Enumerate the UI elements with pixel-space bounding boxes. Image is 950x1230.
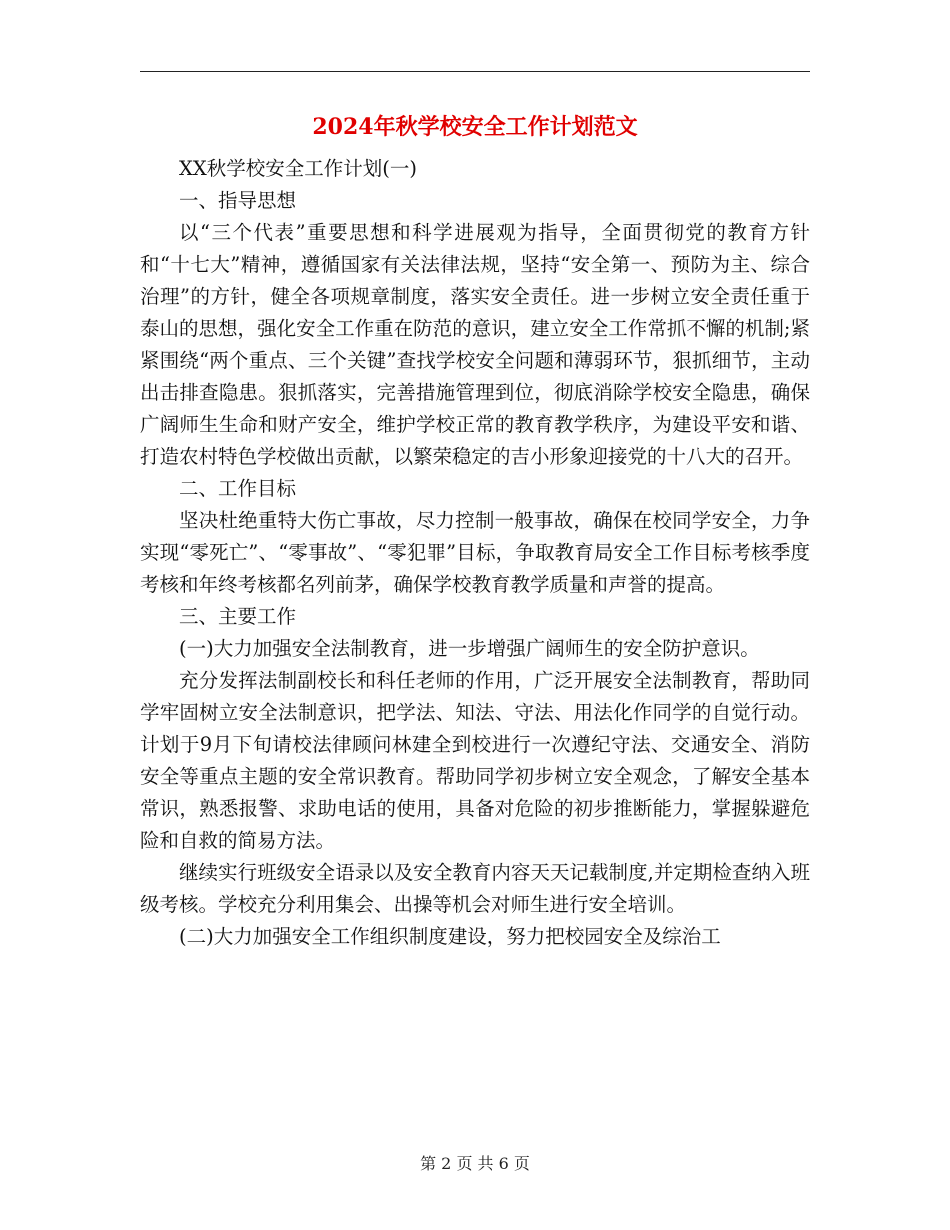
header-rule (140, 71, 810, 72)
document-body (140, 153, 810, 953)
page-footer: 第 2 页 共 6 页 (420, 1154, 530, 1173)
item-heading-1: (一)大力加强安全法制教育，进一步增强广阔师生的安全防护意识。 (179, 637, 760, 660)
item-heading-2: (二)大力加强安全工作组织制度建设，努力把校园安全及综治工 (179, 925, 721, 948)
paragraph-guiding-ideology: 以“三个代表”重要思想和科学进展观为指导，全面贯彻党的教育方针和“十七大”精神，遵循国家有关法律法规，坚持“安全第一、预防为主、综合治理”的方针，健全各项规章制度，落实安全责任。进一步树立安全责任重于泰山的思想，强化安全工作重在防范的意识，建立安全工作常抓不懈的机制;紧紧围绕“两个重点、三个关键”查找学校安全问题和薄弱环节，狠抓细节，主动出击排查隐患。狠抓落实，完善措施管理到位，彻底消除学校安全隐患，确保广阔师生生命和财产安全，维护学校正常的教育教学秩序，为建设平安和谐、打造农村特色学校做出贡献，以繁荣稳定的吉小形象迎接党的十八大的召开。 (140, 221, 810, 468)
paragraph-class-records: 继续实行班级安全语录以及安全教育内容天天记载制度,并定期检查纳入班级考核。学校充分利用集会、出操等机会对师生进行安全培训。 (140, 861, 810, 916)
subheading-work-goals: 二、工作目标 (179, 477, 297, 500)
subheading-guiding-ideology: 一、指导思想 (179, 189, 297, 212)
subheading-main-work: 三、主要工作 (179, 605, 297, 628)
section-heading: XX秋学校安全工作计划(一) (179, 157, 417, 180)
document-title: 2024年秋学校安全工作计划范文 (312, 114, 638, 140)
paragraph-work-goals: 坚决杜绝重特大伤亡事故，尽力控制一般事故，确保在校同学安全，力争实现“零死亡”、“零事故”、“零犯罪”目标，争取教育局安全工作目标考核季度考核和年终考核都名列前茅，确保学校教育教学质量和声誉的提高。 (140, 509, 810, 596)
paragraph-legal-education: 充分发挥法制副校长和科任老师的作用，广泛开展安全法制教育，帮助同学牢固树立安全法制意识，把学法、知法、守法、用法化作同学的自觉行动。计划于9月下旬请校法律顾问林建全到校进行一次遵纪守法、交通安全、消防安全等重点主题的安全常识教育。帮助同学初步树立安全观念，了解安全基本常识，熟悉报警、求助电话的使用，具备对危险的初步推断能力，掌握躲避危险和自救的简易方法。 (140, 669, 810, 852)
